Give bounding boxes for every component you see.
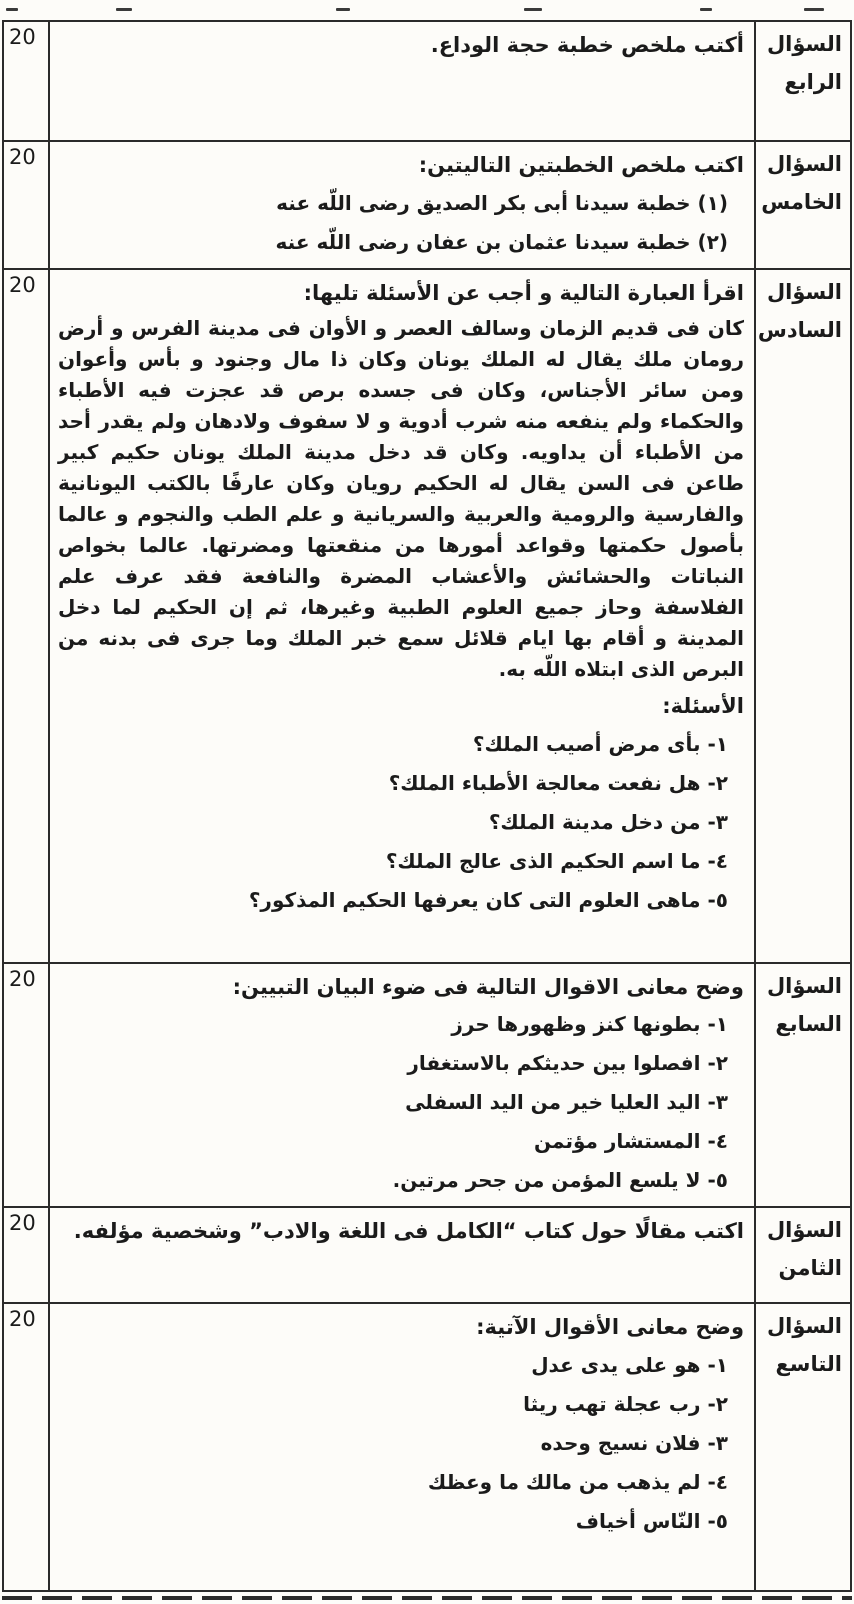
question-label-word2: الرابع [784, 70, 842, 94]
question-label-word2: السادس [757, 317, 842, 342]
question-item: ١- بطونها كنز وظهورها حرز [451, 1012, 728, 1036]
question-row-7 [4, 964, 850, 1209]
question-label-word1: السؤال [766, 279, 842, 304]
question-item: ١- بأى مرض أصيب الملك؟ [472, 731, 728, 756]
marks-cell [4, 1304, 50, 1590]
torn-edge-mark [524, 8, 542, 11]
question-items [58, 1346, 744, 1541]
marks-value: 20 [9, 1211, 36, 1235]
question-items [58, 1005, 744, 1200]
question-content [50, 964, 754, 1207]
page-bottom-edge [2, 1596, 852, 1604]
question-item: ٢- رب عجلة تهب ريثا [523, 1391, 728, 1416]
question-row-8 [4, 1208, 850, 1304]
question-item: ٢- افصلوا بين حديثكم بالاستغفار [407, 1051, 728, 1075]
torn-edge-mark [336, 8, 350, 11]
bottom-dashed-line [2, 1596, 852, 1600]
question-text: وضح معانى الأقوال الآتية: [476, 1315, 744, 1339]
question-label [754, 142, 850, 268]
question-text: أكتب ملخص خطبة حجة الوداع. [430, 33, 744, 57]
torn-edge-mark [804, 8, 824, 11]
question-item: ٣- اليد العليا خير من اليد السفلى [405, 1090, 728, 1114]
marks-value: 20 [9, 272, 36, 297]
question-text: اقرأ العبارة التالية و أجب عن الأسئلة تليها: [303, 280, 744, 305]
question-item: ٥- لا يلسع المؤمن من جحر مرتين. [392, 1168, 728, 1192]
question-label-word2: التاسع [775, 1352, 842, 1376]
question-items [58, 184, 744, 262]
marks-value: 20 [9, 966, 36, 991]
question-label-word1: السؤال [766, 1314, 842, 1338]
page-top-edge [0, 0, 854, 20]
question-label-word1: السؤال [766, 152, 842, 176]
question-item: ٣- من دخل مدينة الملك؟ [488, 809, 728, 834]
question-item: ٤- لم يذهب من مالك ما وعظك [427, 1469, 728, 1494]
question-item: ٣- فلان نسيج وحده [540, 1430, 728, 1455]
question-item: ٥- ماهى العلوم التى كان يعرفها الحكيم المذكور؟ [248, 887, 728, 912]
question-item: (٢) خطبة سيدنا عثمان بن عفان رضى اللّه عنه [275, 229, 728, 254]
question-content [50, 1208, 754, 1302]
question-label [754, 270, 850, 962]
question-content [50, 1304, 754, 1590]
question-text: اكتب ملخص الخطبتين التاليتين: [418, 153, 744, 177]
marks-cell [4, 270, 50, 962]
marks-value: 20 [9, 25, 36, 49]
question-label-word2: السابع [775, 1011, 842, 1036]
question-label [754, 964, 850, 1207]
question-label-word1: السؤال [766, 1218, 842, 1242]
marks-cell [4, 142, 50, 268]
question-item: ٤- ما اسم الحكيم الذى عالج الملك؟ [385, 848, 728, 873]
torn-edge-mark [700, 8, 712, 11]
question-label [754, 22, 850, 140]
marks-cell [4, 22, 50, 140]
question-label-word1: السؤال [766, 973, 842, 998]
marks-cell [4, 1208, 50, 1302]
exam-table [2, 20, 852, 1592]
question-content [50, 270, 754, 962]
question-content [50, 142, 754, 268]
question-row-9 [4, 1304, 850, 1592]
question-label-word2: الثامن [778, 1256, 842, 1280]
question-item: ١- هو على يدى عدل [531, 1352, 728, 1377]
question-item: ٥- النّاس أخياف [575, 1508, 728, 1533]
question-item: ٤- المستشار مؤتمن [534, 1129, 728, 1153]
question-text: اكتب مقالًا حول كتاب “الكامل فى اللغة والادب” وشخصية مؤلفه. [73, 1219, 744, 1243]
question-row-4 [4, 22, 850, 142]
question-label [754, 1304, 850, 1590]
question-row-6 [4, 270, 850, 964]
question-item: ٢- هل نفعت معالجة الأطباء الملك؟ [388, 770, 728, 795]
question-row-5 [4, 142, 850, 270]
question-item: (١) خطبة سيدنا أبى بكر الصديق رضى اللّه عنه [276, 190, 728, 215]
marks-value: 20 [9, 145, 36, 169]
torn-edge-mark [6, 8, 18, 11]
question-label-word2: الخامس [761, 190, 842, 214]
questions-subheading: الأسئلة: [662, 694, 744, 718]
question-label-word1: السؤال [766, 32, 842, 56]
marks-value: 20 [9, 1307, 36, 1331]
marks-cell [4, 964, 50, 1207]
question-content [50, 22, 754, 140]
question-text: وضح معانى الاقوال التالية فى ضوء البيان التبيين: [232, 974, 744, 999]
question-items [58, 725, 744, 920]
question-label [754, 1208, 850, 1302]
torn-edge-mark [116, 8, 132, 11]
reading-passage: كان فى قديم الزمان وسالف العصر و الأوان فى مدينة الفرس و أرض رومان ملك يقال له الملك يونان وكان ذا مال وجنود و بأس وأعوان ومن سائر الأجناس، وكان فى جسده برص قد عجزت فيه الأطباء والحكماء ولم ينفعه منه شرب أدوية و لا سفوف ولادهان ولم يقدر أحد من الأطباء أن يداويه. وكان قد دخل مدينة الملك يونان حكيم كبير طاعن فى السن يقال له الحكيم رويان وكان عارفًا بالكتب اليونانية والفارسية والرومية والعربية والسريانية و علم الطب والنجوم و عالما بأصول حكمتها وقواعد أمورها من منقعتها ومضرتها. عالما بخواص النباتات والحشائش والأعشاب المضرة والنافعة فقد عرف علم الفلاسفة وحاز جميع العلوم الطبية وغيرها، ثم إن الحكيم لما دخل المدينة و أقام بها ايام قلائل سمع خبر الملك وما جرى فى بدنه من البرص الذى ابتلاه اللّه به. [58, 316, 744, 681]
